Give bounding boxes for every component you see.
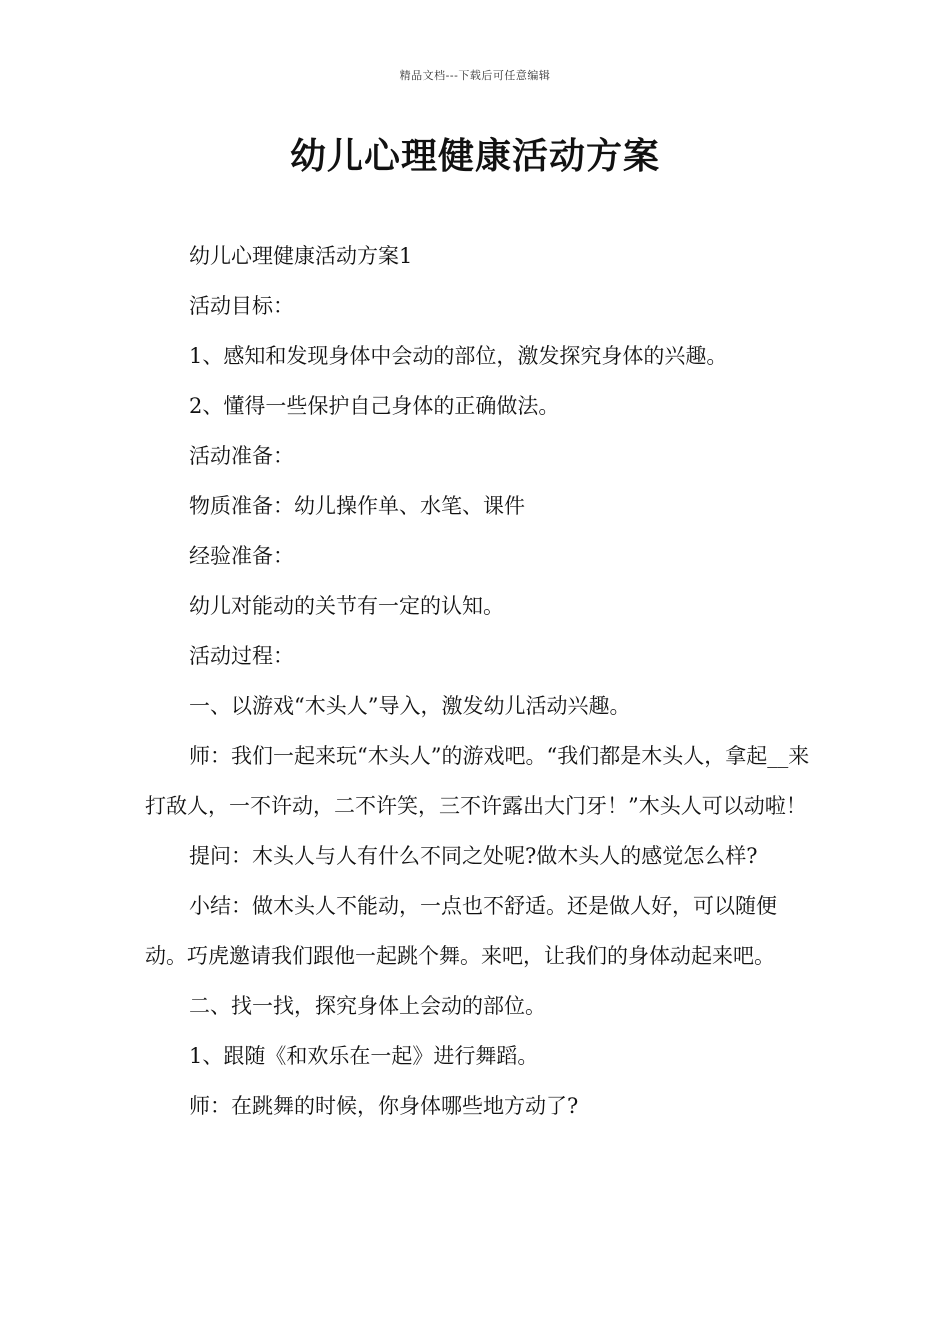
- paragraph: 活动准备：: [189, 444, 294, 468]
- paragraph: 小结：做木头人不能动，一点也不舒适。还是做人好，可以随便动。巧虎邀请我们跟他一起跳个舞。来吧，让我们的身体动起来吧。: [145, 894, 777, 968]
- section-heading: 幼儿心理健康活动方案1: [189, 244, 413, 268]
- paragraph: 经验准备：: [189, 544, 294, 568]
- paragraph: 1、跟随《和欢乐在一起》进行舞蹈。: [189, 1044, 539, 1068]
- paragraph: 活动过程：: [189, 644, 294, 668]
- paragraph: 师：在跳舞的时候，你身体哪些地方动了?: [189, 1094, 579, 1118]
- paragraph: 提问：木头人与人有什么不同之处呢?做木头人的感觉怎么样?: [189, 844, 758, 868]
- paragraph: 2、懂得一些保护自己身体的正确做法。: [189, 394, 560, 418]
- page-header-note: 精品文档---下载后可任意编辑: [399, 69, 551, 82]
- paragraph: 活动目标：: [189, 294, 294, 318]
- paragraph: 幼儿对能动的关节有一定的认知。: [189, 594, 504, 618]
- paragraph: 二、找一找，探究身体上会动的部位。: [189, 994, 546, 1018]
- document-body: [145, 231, 810, 1131]
- paragraph: 物质准备：幼儿操作单、水笔、课件: [189, 494, 525, 518]
- paragraph: 师：我们一起来玩“木头人”的游戏吧。“我们都是木头人，拿起__来打敌人，一不许动，二不许笑，三不许露出大门牙！”木头人可以动啦！: [145, 744, 810, 818]
- paragraph: 1、感知和发现身体中会动的部位，激发探究身体的兴趣。: [189, 344, 728, 368]
- document-title: 幼儿心理健康活动方案: [289, 135, 660, 177]
- paragraph: 一、以游戏“木头人”导入，激发幼儿活动兴趣。: [189, 694, 631, 718]
